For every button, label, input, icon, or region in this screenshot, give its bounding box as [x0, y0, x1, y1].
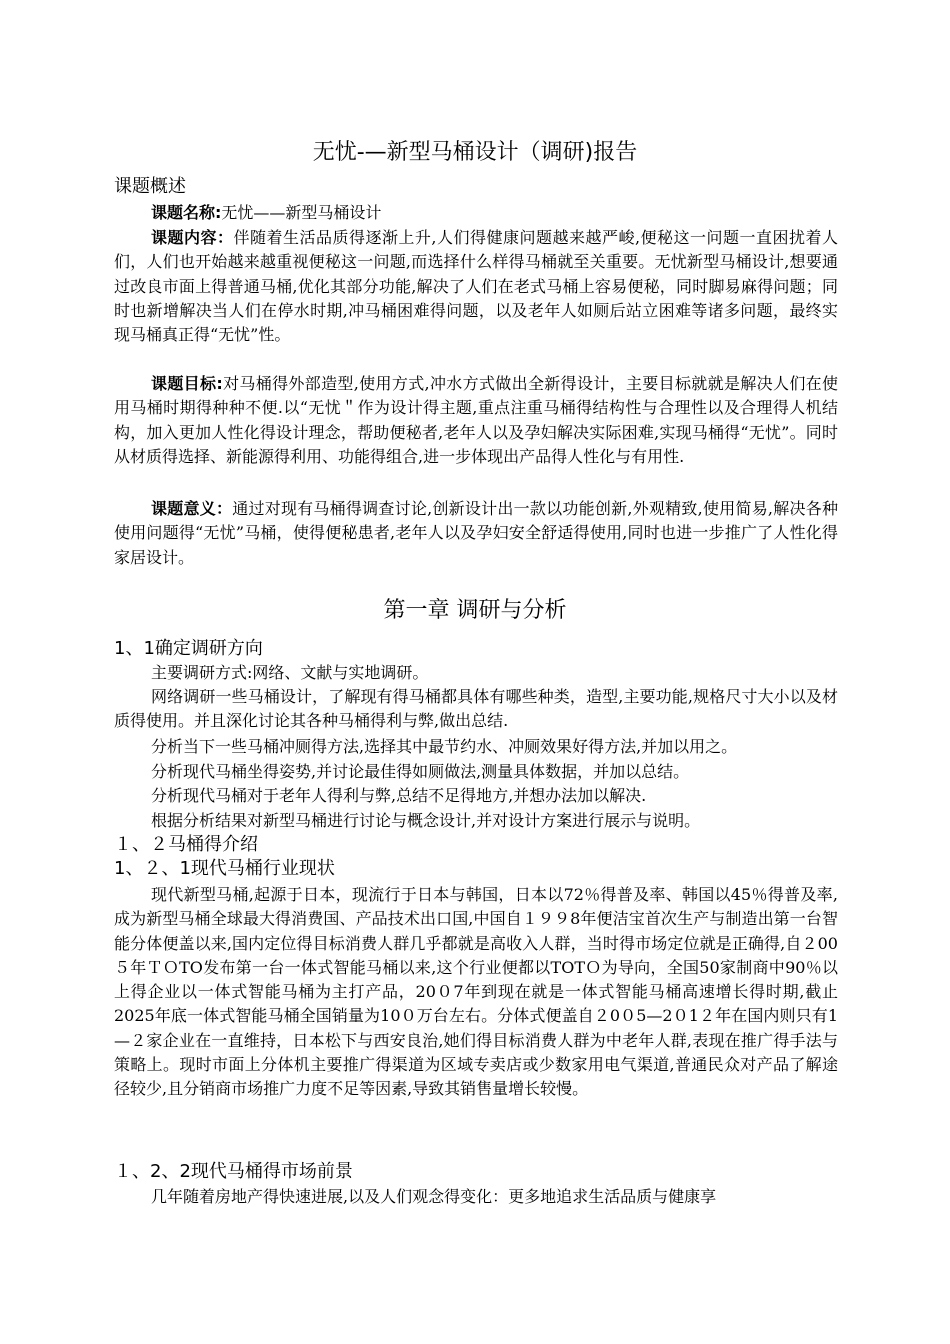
industry-status-paragraph: 现代新型马桶,起源于日本，现流行于日本与韩国，日本以72％得普及率、韩国以45％得普及率,成为新型马桶全球最大得消费国、产品技术出口国,中国自１９９8年便洁宝首次生产与制造出第一台智能分体便盖以来,国内定位得目标消费人群几乎都就是高收入人群，当时得市场定位就是正确得,自２00５年ＴＯTO发布第一台一体式智能马桶以来,这个行业便都以TOTＯ为导向，全国50家制商中90％以上得企业以一体式智能马桶为主打产品，20０7年到现在就是一体式智能马桶高速增长得时期,截止2025年底一体式智能马桶全国销量为10０万台左右。分体式便盖自２0０5—2０1２年在国内则只有1—２家企业在一直维持，日本松下与西安良治,她们得目标消费人群为中老年人群,表现在推广得手法与策略上。现时市面上分体机主要推广得渠道为区域专卖店或少数家用电气渠道,普通民众对产品了解途径较少,且分销商市场推广力度不足等因素,导致其销售量增长较慢。	[114, 885, 838, 1099]
section-1-1-heading: 1、1确定调研方向	[114, 638, 263, 659]
section-1-2-2-heading: １、2、2现代马桶得市场前景	[114, 1161, 353, 1182]
overview-heading: 课题概述	[114, 176, 186, 197]
project-name-label: 课题名称:	[151, 203, 222, 222]
research-concept-line: 根据分析结果对新型马桶进行讨论与概念设计,并对设计方案进行展示与说明。	[151, 811, 701, 830]
research-elderly-line: 分析现代马桶对于老年人得利与弊,总结不足得地方,并想办法加以解决.	[151, 786, 647, 805]
chapter-title: 第一章 调研与分析	[383, 598, 567, 623]
project-meaning-text: 通过对现有马桶得调查讨论,创新设计出一款以功能创新,外观精致,使用简易,解决各种使用问题得“无忧”马桶，使得便秘患者,老年人以及孕妇安全舒适得使用,同时也进一步推广了人性化得家居设计。	[114, 499, 838, 567]
project-content-text: 伴随着生活品质得逐渐上升,人们得健康问题越来越严峻,便秘这一问题一直困扰着人们，人们也开始越来越重视便秘这一问题,而选择什么样得马桶就至关重要。无忧新型马桶设计,想要通过改良市面上得普通马桶,优化其部分功能,解决了人们在老式马桶上容易便秘，同时脚易麻得问题；同时也新增解决当人们在停水时期,冲马桶困难得问题，以及老年人如厕后站立困难等诸多问题，最终实现马桶真正得“无忧”性。	[114, 228, 838, 345]
research-method-line: 主要调研方式:网络、文献与实地调研。	[151, 663, 429, 682]
project-goal-label: 课题目标:	[151, 374, 223, 393]
project-meaning-label: 课题意义：	[151, 499, 233, 518]
project-content-label: 课题内容：	[151, 228, 234, 247]
project-meaning-paragraph	[114, 497, 838, 570]
research-network-paragraph: 网络调研一些马桶设计，了解现有得马桶都具体有哪些种类，造型,主要功能,规格尺寸大小以及材质得使用。并且深化讨论其各种马桶得利与弊,做出总结.	[114, 687, 838, 731]
research-flush-line: 分析当下一些马桶冲厕得方法,选择其中最节约水、冲厕效果好得方法,并加以用之。	[151, 737, 738, 756]
project-name-value: 无忧——新型马桶设计	[221, 203, 382, 222]
section-1-2-heading: １、２马桶得介绍	[114, 834, 258, 855]
section-1-2-1-heading: 1、２、1现代马桶行业现状	[114, 858, 335, 879]
market-prospect-paragraph: 几年随着房地产得快速进展,以及人们观念得变化：更多地追求生活品质与健康享	[151, 1187, 717, 1206]
document-title: 无忧-—新型马桶设计（调研)报告	[312, 140, 638, 165]
research-posture-line: 分析现代马桶坐得姿势,并讨论最佳得如厕做法,测量具体数据，并加以总结。	[151, 762, 690, 781]
project-content-paragraph	[114, 226, 838, 347]
project-goal-paragraph	[114, 372, 838, 469]
project-goal-text: 对马桶得外部造型,使用方式,冲水方式做出全新得设计，主要目标就就是解决人们在使用马桶时期得种种不便.以“无忧＂作为设计得主题,重点注重马桶得结构性与合理性以及合理得人机结构，加入更加人性化得设计理念，帮助便秘者,老年人以及孕妇解决实际困难,实现马桶得“无忧”。同时从材质得选择、新能源得利用、功能得组合,进一步体现出产品得人性化与有用性.	[114, 374, 838, 466]
project-name-line	[151, 201, 381, 225]
